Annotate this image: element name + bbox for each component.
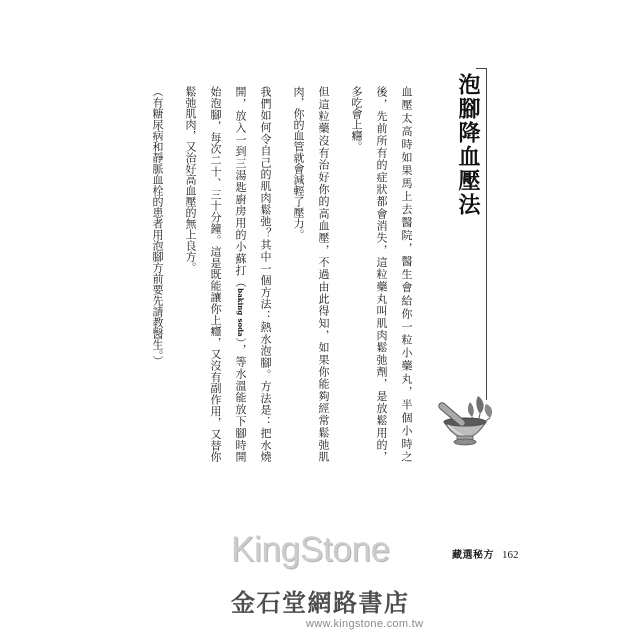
- text-column: 我們如何令自己的肌肉鬆弛？其中一個方法：熱水泡腳。方法是：把水燒: [259, 86, 272, 462]
- paragraph: [178, 86, 278, 462]
- paragraph: [286, 86, 336, 462]
- latin-term: baking soda: [236, 288, 245, 337]
- text-column: 但這粒藥沒有治好你的高血壓，不過由此得知，如果你能夠經常鬆弛肌: [317, 86, 330, 462]
- watermark-store-name: 金石堂網路書店: [231, 589, 410, 617]
- text-column: 後，先前所有的症狀都會消失，這粒藥丸叫肌肉鬆弛劑，是放鬆用的，: [375, 86, 388, 462]
- page-footer: [452, 546, 519, 561]
- text-column: 鬆弛肌肉，又治好高血壓的無上良方。: [184, 86, 197, 273]
- title-rule: [486, 68, 487, 400]
- body-text: [145, 86, 419, 462]
- text-column: 開，放入一到三湯匙廚房用的小蘇打（baking soda），等水溫能放下腳時開: [234, 86, 247, 463]
- text-column: 肉，你的血管就會減輕了壓力。: [292, 86, 305, 240]
- text-column: 始泡腳，每次二十、三十分鐘。這是既能讓你上癮，又沒有副作用，又替你: [209, 86, 222, 462]
- text-column: 血壓太高時如果馬上去醫院，醫生會給你一粒小藥丸，半個小時之: [400, 86, 413, 462]
- watermark-url: www.kingstone.com.tw: [306, 618, 424, 630]
- page-number: 162: [502, 549, 519, 561]
- text-column: 多吃會上癮。: [350, 86, 363, 152]
- watermark-logo: KingStone: [231, 530, 390, 569]
- paragraph: [344, 86, 419, 462]
- text-column: （有糖尿病和靜脈血栓的患者用泡腳方前要先請教醫生。）: [151, 86, 164, 367]
- chapter-title: 泡腳降血壓法: [455, 73, 481, 217]
- mortar-and-pestle-icon: [434, 392, 496, 454]
- footer-section-title: 藏選秘方: [452, 550, 494, 561]
- note-paragraph: [145, 86, 170, 462]
